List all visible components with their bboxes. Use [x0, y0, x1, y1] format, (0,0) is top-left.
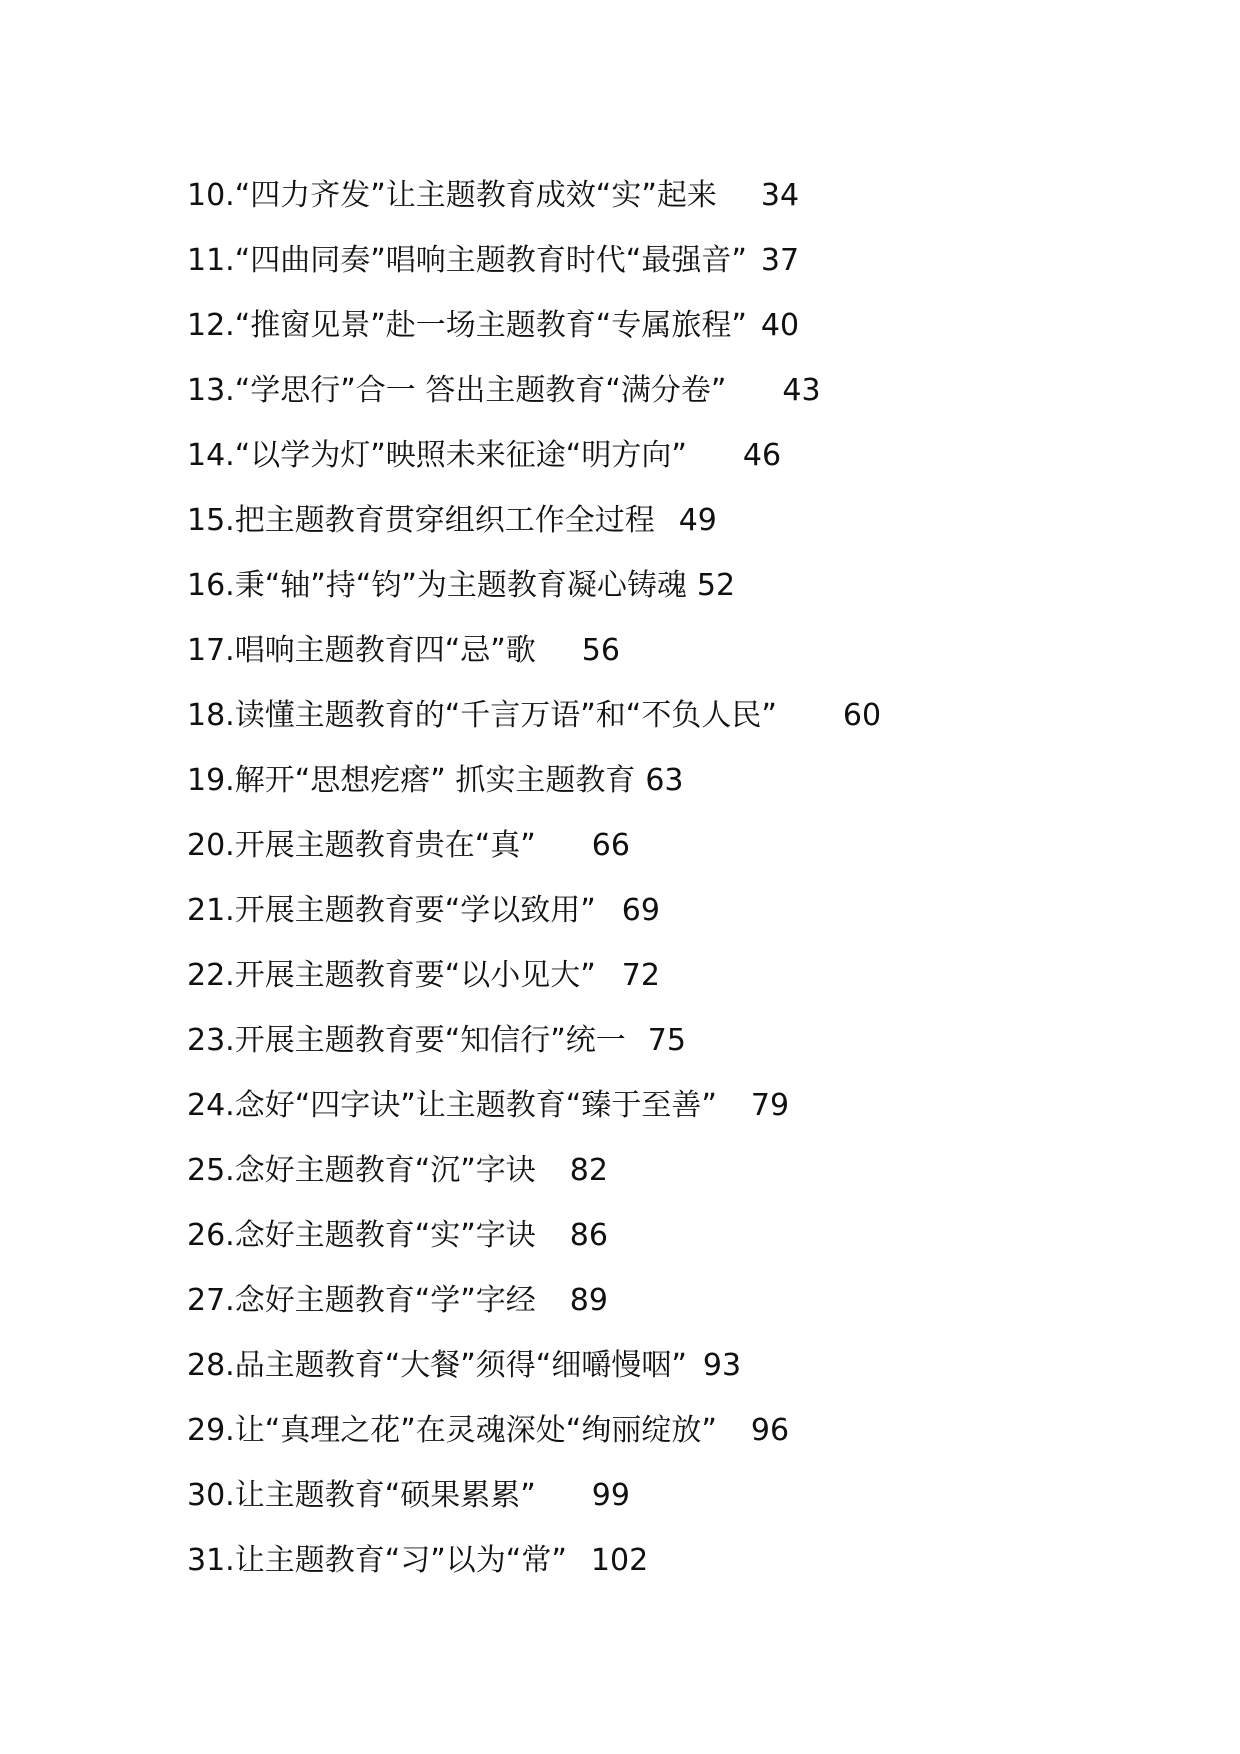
toc-entry-title: 20.开展主题教育贵在“真” [187, 828, 536, 863]
toc-entry-page-number: 96 [750, 1413, 790, 1448]
toc-entry-page-number: 34 [760, 178, 800, 213]
table-of-contents [187, 172, 1187, 1602]
toc-entry-title: 28.品主题教育“大餐”须得“细嚼慢咽” [187, 1348, 687, 1383]
toc-entry-title: 24.念好“四字诀”让主题教育“臻于至善” [187, 1088, 717, 1123]
toc-entry-title: 18.读懂主题教育的“千言万语”和“不负人民” [187, 698, 777, 733]
toc-entry-title: 15.把主题教育贯穿组织工作全过程 [187, 503, 655, 538]
toc-entry [187, 497, 1187, 562]
toc-entry [187, 172, 1187, 237]
toc-entry [187, 1212, 1187, 1277]
toc-entry-page-number: 56 [581, 633, 620, 668]
toc-entry-page-number: 63 [645, 763, 684, 798]
toc-entry-page-number: 72 [621, 958, 660, 993]
toc-entry [187, 1407, 1187, 1472]
toc-entry [187, 1537, 1187, 1602]
toc-entry-page-number: 75 [647, 1023, 686, 1058]
toc-entry [187, 1082, 1187, 1147]
toc-entry-title: 22.开展主题教育要“以小见大” [187, 958, 596, 993]
toc-entry-page-number: 43 [782, 373, 821, 408]
toc-entry [187, 302, 1187, 367]
toc-entry-title: 25.念好主题教育“沉”字诀 [187, 1153, 536, 1188]
toc-entry [187, 1017, 1187, 1082]
toc-entry [187, 367, 1187, 432]
toc-entry-title: 19.解开“思想疙瘩” 抓实主题教育 [187, 763, 636, 798]
toc-entry [187, 952, 1187, 1017]
toc-entry-title: 27.念好主题教育“学”字经 [187, 1283, 536, 1318]
toc-entry-title: 26.念好主题教育“实”字诀 [187, 1218, 536, 1253]
toc-entry-title: 14.“以学为灯”映照未来征途“明方向” [187, 438, 687, 473]
toc-entry-page-number: 46 [742, 438, 782, 473]
toc-entry-title: 23.开展主题教育要“知信行”统一 [187, 1023, 626, 1058]
toc-entry-page-number: 102 [590, 1543, 649, 1578]
toc-entry [187, 1342, 1187, 1407]
toc-entry-page-number: 79 [750, 1088, 790, 1123]
toc-entry [187, 432, 1187, 497]
toc-entry [187, 627, 1187, 692]
toc-entry-page-number: 93 [702, 1348, 742, 1383]
toc-entry-title: 21.开展主题教育要“学以致用” [187, 893, 596, 928]
toc-entry-title: 17.唱响主题教育四“忌”歌 [187, 633, 536, 668]
toc-entry [187, 1472, 1187, 1537]
toc-entry [187, 237, 1187, 302]
toc-entry-page-number: 60 [842, 698, 882, 733]
toc-entry [187, 562, 1187, 627]
toc-entry-page-number: 49 [678, 503, 717, 538]
toc-entry-page-number: 82 [569, 1153, 608, 1188]
toc-entry [187, 822, 1187, 887]
toc-entry-page-number: 89 [569, 1283, 608, 1318]
toc-entry [187, 757, 1187, 822]
toc-entry-page-number: 37 [760, 243, 800, 278]
toc-entry-title: 16.秉“轴”持“钧”为主题教育凝心铸魂 [187, 568, 687, 603]
toc-entry-title: 31.让主题教育“习”以为“常” [187, 1543, 567, 1578]
toc-entry [187, 1147, 1187, 1212]
toc-entry-title: 10.“四力齐发”让主题教育成效“实”起来 [187, 178, 717, 213]
toc-entry [187, 1277, 1187, 1342]
toc-entry-page-number: 66 [591, 828, 630, 863]
toc-entry-title: 12.“推窗见景”赴一场主题教育“专属旅程” [187, 308, 747, 343]
toc-entry-title: 13.“学思行”合一 答出主题教育“满分卷” [187, 373, 727, 408]
toc-entry-page-number: 86 [569, 1218, 608, 1253]
toc-entry [187, 887, 1187, 952]
toc-entry-page-number: 40 [760, 308, 800, 343]
toc-entry-title: 29.让“真理之花”在灵魂深处“绚丽绽放” [187, 1413, 717, 1448]
toc-entry-page-number: 52 [696, 568, 736, 603]
toc-entry-page-number: 99 [591, 1478, 630, 1513]
toc-entry [187, 692, 1187, 757]
toc-entry-title: 11.“四曲同奏”唱响主题教育时代“最强音” [187, 243, 747, 278]
toc-entry-title: 30.让主题教育“硕果累累” [187, 1478, 536, 1513]
toc-entry-page-number: 69 [621, 893, 660, 928]
